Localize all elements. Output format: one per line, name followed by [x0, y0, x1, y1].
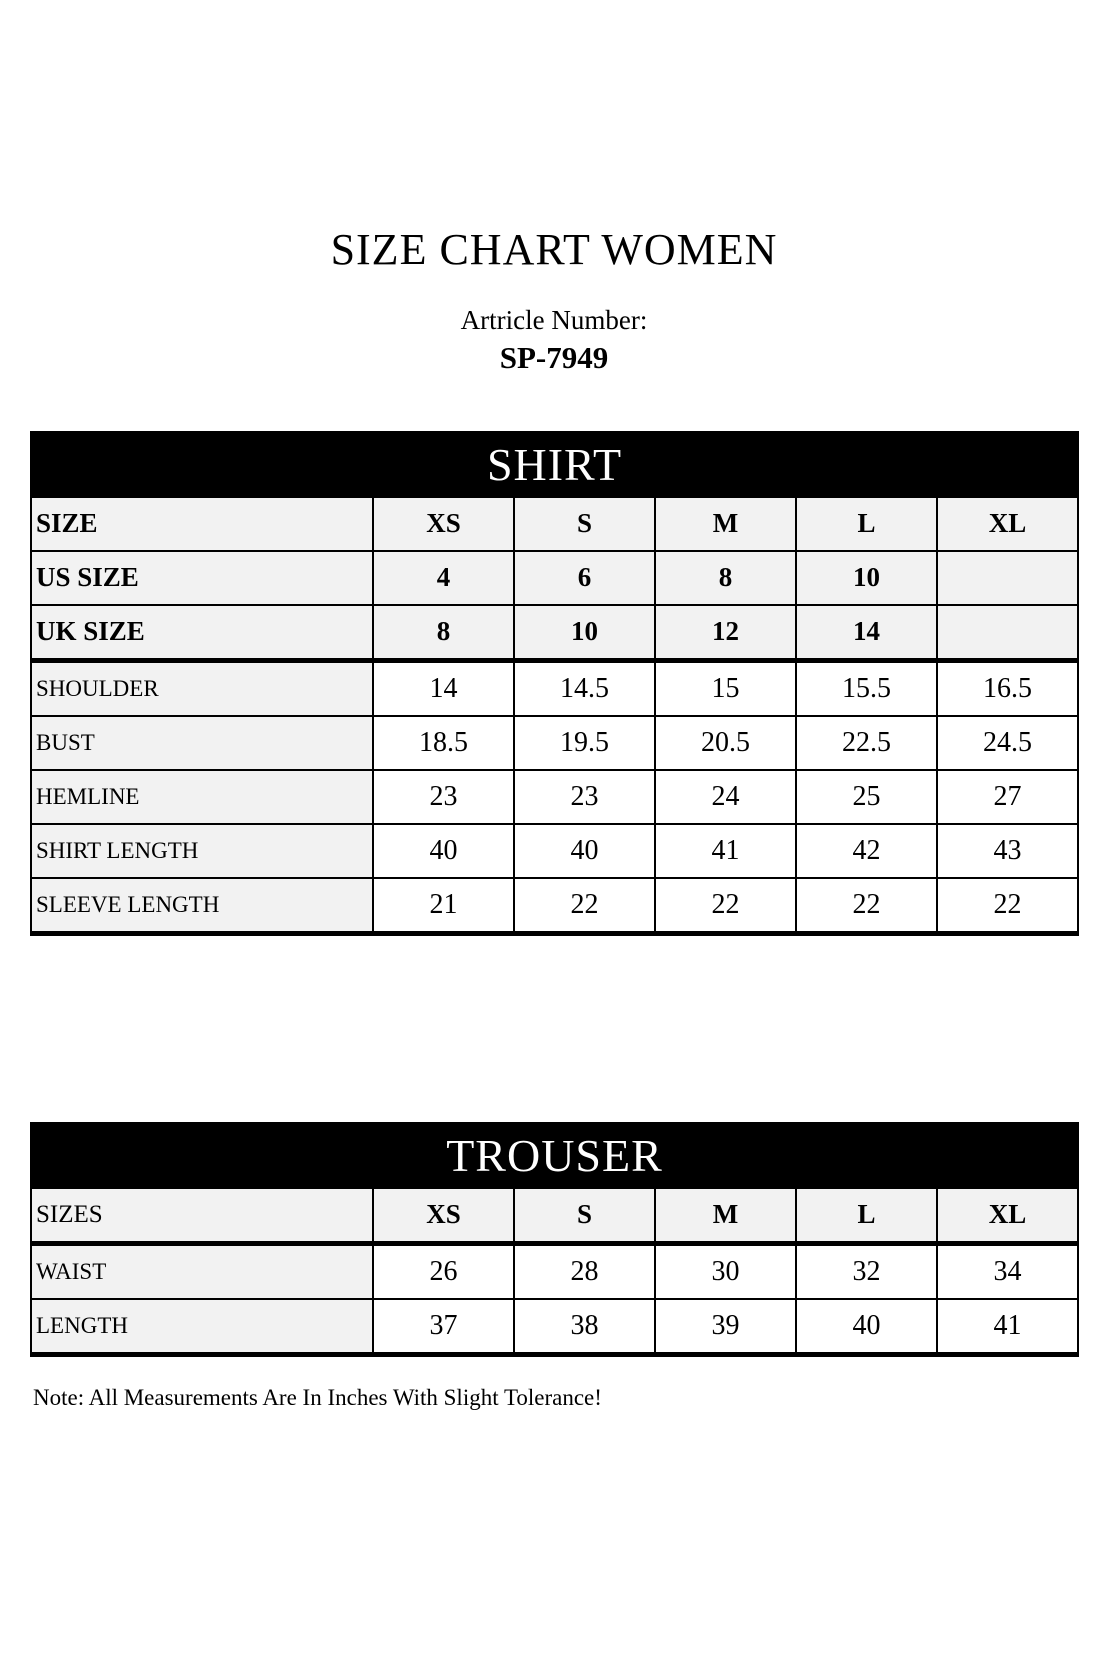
shirt-measure-cell: 40 [514, 824, 655, 878]
trouser-size-cell: XS [373, 1188, 514, 1244]
shirt-size-row [31, 551, 1078, 605]
shirt-measure-row [31, 824, 1078, 878]
shirt-measure-cell: 16.5 [937, 660, 1078, 716]
trouser-measure-cell: 38 [514, 1299, 655, 1355]
trouser-size-cell: M [655, 1188, 796, 1244]
shirt-size-cell: 6 [514, 551, 655, 605]
shirt-measure-cell: 15.5 [796, 660, 937, 716]
shirt-measure-row [31, 878, 1078, 934]
trouser-measure-row [31, 1243, 1078, 1299]
shirt-row-label: BUST [31, 716, 373, 770]
shirt-size-cell: 10 [514, 605, 655, 661]
shirt-row-label: HEMLINE [31, 770, 373, 824]
article-number-value: SP-7949 [499, 339, 609, 375]
trouser-measure-cell: 26 [373, 1243, 514, 1299]
trouser-size-row [31, 1188, 1078, 1244]
trouser-size-cell: XL [937, 1188, 1078, 1244]
size-chart-page [30, 0, 1078, 1411]
shirt-size-row [31, 497, 1078, 551]
trouser-measure-cell: 41 [937, 1299, 1078, 1355]
trouser-measure-cell: 40 [796, 1299, 937, 1355]
shirt-measure-cell: 23 [514, 770, 655, 824]
shirt-size-cell: 8 [373, 605, 514, 661]
shirt-size-cell: 14 [796, 605, 937, 661]
trouser-measure-cell: 34 [937, 1243, 1078, 1299]
trouser-measure-cell: 30 [655, 1243, 796, 1299]
shirt-measure-cell: 14.5 [514, 660, 655, 716]
shirt-measure-cell: 24.5 [937, 716, 1078, 770]
shirt-measure-cell: 21 [373, 878, 514, 934]
shirt-measure-cell: 22.5 [796, 716, 937, 770]
shirt-measure-row [31, 660, 1078, 716]
shirt-measure-cell: 19.5 [514, 716, 655, 770]
shirt-size-cell [937, 551, 1078, 605]
shirt-size-cell: S [514, 497, 655, 551]
article-number-label: Artricle Number: [460, 305, 648, 335]
trouser-size-cell: L [796, 1188, 937, 1244]
shirt-measure-cell: 18.5 [373, 716, 514, 770]
shirt-size-cell: 10 [796, 551, 937, 605]
shirt-measure-cell: 24 [655, 770, 796, 824]
shirt-measure-cell: 25 [796, 770, 937, 824]
shirt-row-label: UK SIZE [31, 605, 373, 661]
shirt-size-cell: XL [937, 497, 1078, 551]
trouser-table-title-row [31, 1123, 1078, 1188]
shirt-measure-cell: 15 [655, 660, 796, 716]
shirt-row-label: SHOULDER [31, 660, 373, 716]
trouser-row-label: LENGTH [31, 1299, 373, 1355]
shirt-measure-cell: 22 [796, 878, 937, 934]
shirt-table-title: SHIRT [31, 432, 1078, 497]
trouser-measure-cell: 28 [514, 1243, 655, 1299]
shirt-row-label: US SIZE [31, 551, 373, 605]
shirt-measure-row [31, 716, 1078, 770]
shirt-measure-cell: 14 [373, 660, 514, 716]
trouser-measure-cell: 37 [373, 1299, 514, 1355]
shirt-size-row [31, 605, 1078, 661]
shirt-size-cell: 8 [655, 551, 796, 605]
shirt-measure-cell: 43 [937, 824, 1078, 878]
shirt-row-label: SIZE [31, 497, 373, 551]
measurement-note: Note: All Measurements Are In Inches With Slight Tolerance! [33, 1384, 602, 1410]
shirt-size-cell [937, 605, 1078, 661]
shirt-size-cell: M [655, 497, 796, 551]
shirt-size-table [30, 431, 1079, 936]
trouser-measure-cell: 32 [796, 1243, 937, 1299]
shirt-size-cell: 12 [655, 605, 796, 661]
page-title: SIZE CHART WOMEN [330, 225, 778, 274]
trouser-table-title: TROUSER [31, 1123, 1078, 1188]
shirt-size-cell: L [796, 497, 937, 551]
shirt-row-label: SHIRT LENGTH [31, 824, 373, 878]
shirt-measure-cell: 40 [373, 824, 514, 878]
shirt-measure-row [31, 770, 1078, 824]
shirt-measure-cell: 20.5 [655, 716, 796, 770]
shirt-measure-cell: 22 [937, 878, 1078, 934]
shirt-measure-cell: 23 [373, 770, 514, 824]
shirt-measure-cell: 41 [655, 824, 796, 878]
shirt-size-cell: XS [373, 497, 514, 551]
shirt-measure-cell: 42 [796, 824, 937, 878]
shirt-measure-cell: 27 [937, 770, 1078, 824]
shirt-measure-cell: 22 [655, 878, 796, 934]
shirt-table-title-row [31, 432, 1078, 497]
trouser-row-label: SIZES [31, 1188, 373, 1244]
shirt-size-cell: 4 [373, 551, 514, 605]
trouser-row-label: WAIST [31, 1243, 373, 1299]
trouser-size-cell: S [514, 1188, 655, 1244]
trouser-size-table [30, 1122, 1079, 1357]
shirt-row-label: SLEEVE LENGTH [31, 878, 373, 934]
trouser-measure-cell: 39 [655, 1299, 796, 1355]
shirt-measure-cell: 22 [514, 878, 655, 934]
trouser-measure-row [31, 1299, 1078, 1355]
